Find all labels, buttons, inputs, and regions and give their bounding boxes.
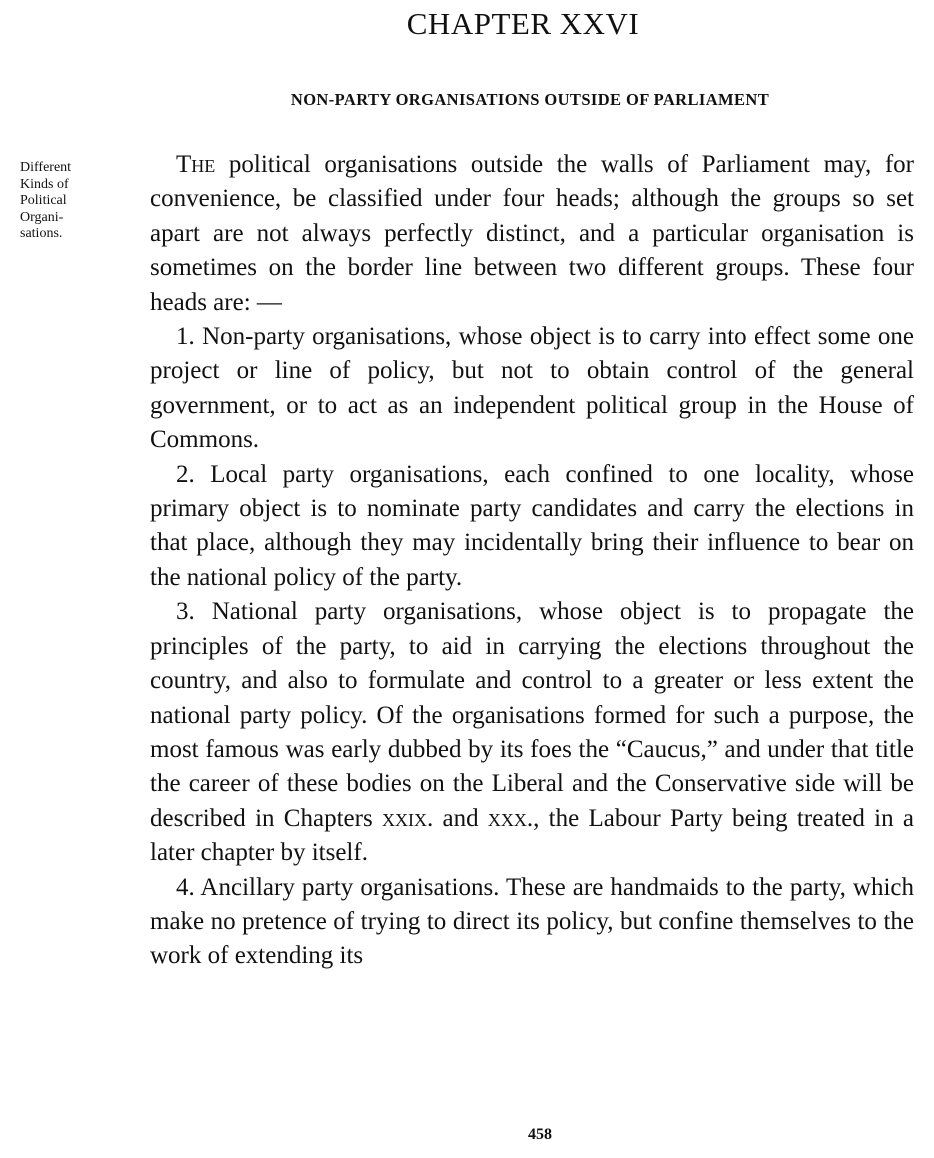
intro-first-word: The: [176, 151, 216, 178]
margin-note-line: Organi-: [20, 209, 64, 225]
list-item-3-tail: , the Labour Party being treated in a later chapter by itself.: [150, 804, 914, 867]
margin-note-line: Different: [20, 160, 72, 175]
list-item-1: 1. Non-party organisations, whose object is to carry into effect some one project or line of policy, but not to obtain control of the general government, or to act as an independent political group in the House of Commons.: [150, 323, 914, 454]
list-item-3-conj: and: [433, 804, 488, 832]
list-item-2: 2. Local party organisations, each confined to one locality, whose primary object is to nominate party candidates and carry the elections in that place, although they may incidentally bring their influence to bear on the national policy of the party.: [150, 460, 914, 591]
margin-note-line: sations.: [20, 226, 63, 241]
margin-note-line: Political: [20, 193, 67, 208]
body-text: [150, 148, 914, 974]
list-item-4: 4. Ancillary party organisations. These are handmaids to the party, which make no pretence of trying to direct its policy, but confine themselves to the work of extending its: [150, 873, 914, 970]
list-item-3-text: 3. National party organisations, whose object is to propagate the principles of the party, to aid in carrying the elections throughout the country, and also to formulate and control to a greater or less extent the national party policy. Of the organisations formed for such a purpose, the most famous was early dubbed by its foes the “Caucus,” and under that title the career of these bodies on the Liberal and the Conservative side will be described in Chapters: [150, 598, 914, 832]
chapter-subtitle: NON-PARTY ORGANISATIONS OUTSIDE OF PARLIAMENT: [290, 90, 770, 109]
chapter-ref-xxx: xxx.: [487, 804, 534, 832]
page-number: 458: [528, 1126, 552, 1143]
margin-note: [20, 160, 130, 243]
intro-rest: political organisations outside the walls of Parliament may, for convenience, be classified under four heads; although the groups so set apart are not always perfectly distinct, and a particular organisation is sometimes on the border line between two different groups. These four heads are: —: [150, 151, 914, 316]
intro-paragraph: [150, 148, 914, 320]
chapter-title: CHAPTER XXVI: [406, 6, 640, 41]
list-item-3: [150, 595, 914, 870]
margin-note-line: Kinds of: [20, 176, 69, 192]
chapter-ref-xxix: xxix.: [381, 804, 434, 832]
